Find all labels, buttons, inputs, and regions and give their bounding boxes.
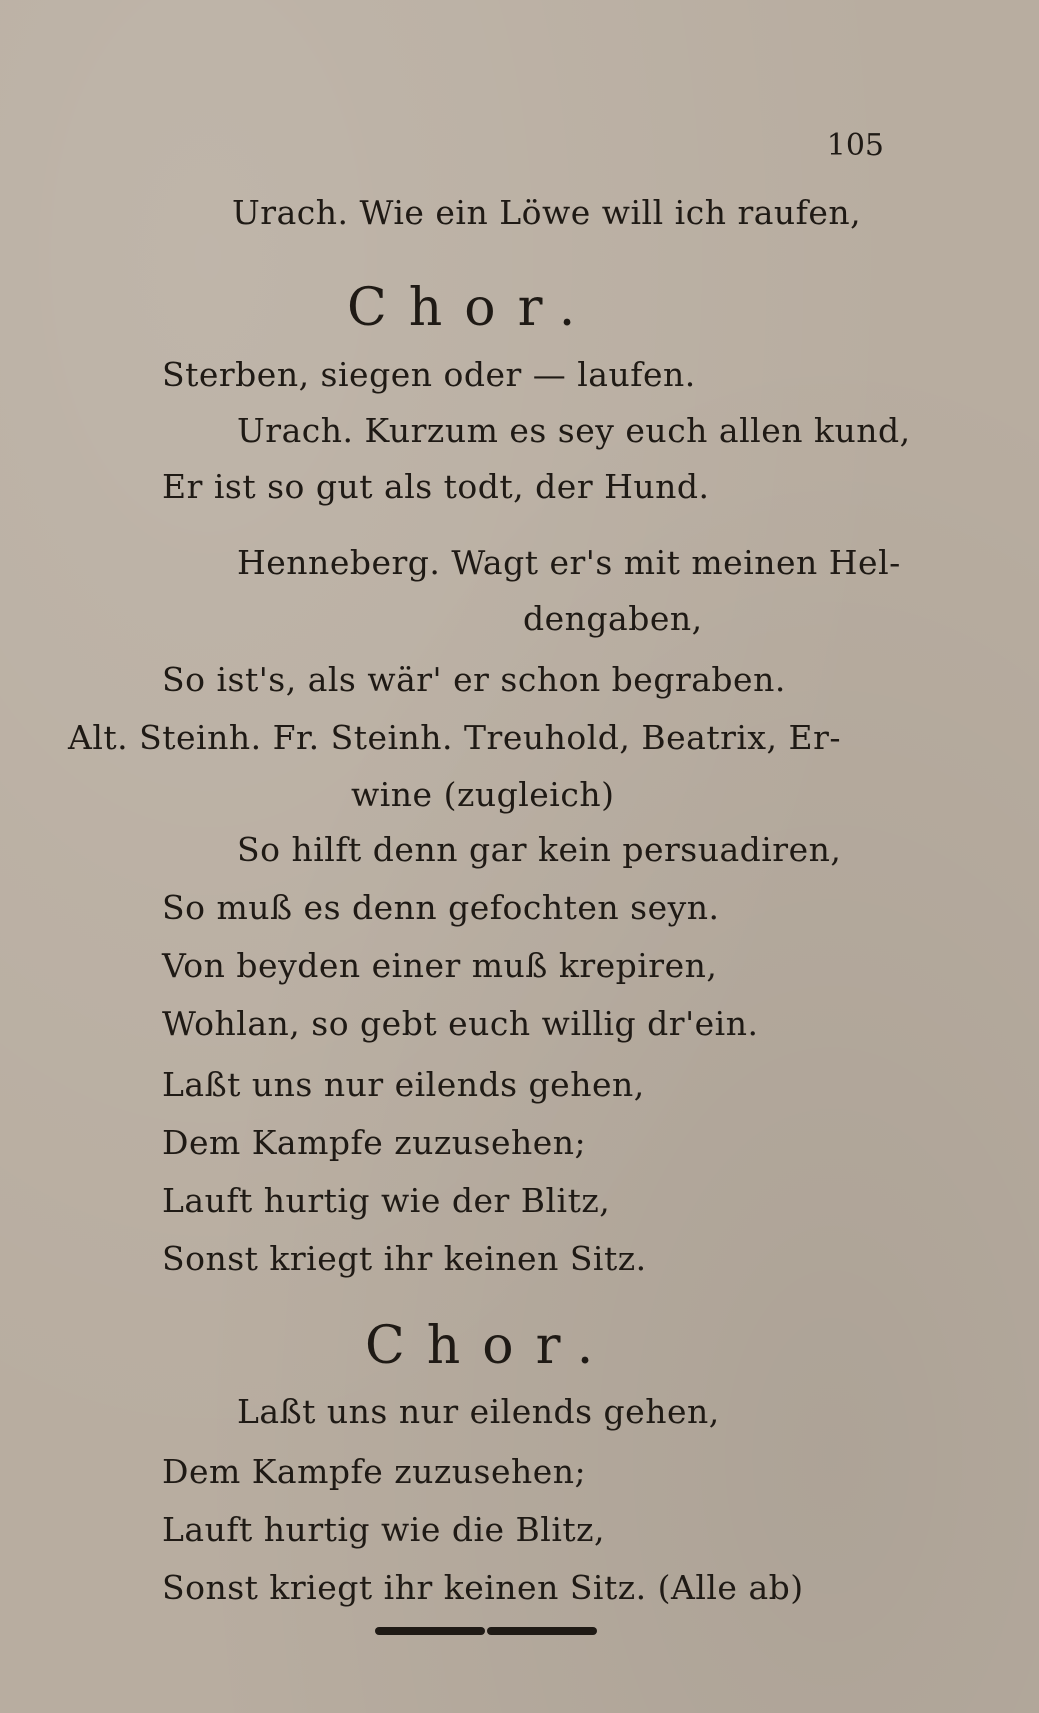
verse-line: So ist's, als wär' er schon begraben. [162, 660, 786, 699]
verse-line: Laßt uns nur eilends gehen, [237, 1392, 720, 1431]
end-rule [375, 1627, 597, 1635]
chorus-heading: Chor. [365, 1316, 616, 1376]
chorus-heading: Chor. [347, 278, 598, 338]
verse-line: Sonst kriegt ihr keinen Sitz. (Alle ab) [162, 1568, 804, 1607]
verse-line: Dem Kampfe zuzusehen; [162, 1123, 587, 1162]
verse-line: wine (zugleich) [351, 775, 615, 814]
verse-line: Wohlan, so gebt euch willig dr'ein. [162, 1004, 759, 1043]
verse-line: Lauft hurtig wie die Blitz, [162, 1510, 606, 1549]
verse-line: Urach. Kurzum es sey euch allen kund, [237, 411, 911, 450]
verse-line: Laßt uns nur eilends gehen, [162, 1065, 645, 1104]
verse-line: Er ist so gut als todt, der Hund. [162, 467, 710, 506]
verse-line: dengaben, [523, 599, 703, 638]
verse-line: Sonst kriegt ihr keinen Sitz. [162, 1239, 647, 1278]
verse-line: Lauft hurtig wie der Blitz, [162, 1181, 611, 1220]
verse-line: Sterben, siegen oder — laufen. [162, 355, 696, 394]
verse-line: Henneberg. Wagt er's mit meinen Hel- [237, 543, 901, 582]
verse-line: Urach. Wie ein Löwe will ich raufen, [232, 193, 862, 232]
verse-line: So muß es denn gefochten seyn. [162, 888, 720, 927]
verse-line: So hilft denn gar kein persuadiren, [237, 830, 842, 869]
page-number: 105 [826, 128, 884, 163]
verse-line: Dem Kampfe zuzusehen; [162, 1452, 587, 1491]
verse-line: Von beyden einer muß krepiren, [162, 946, 718, 985]
verse-line: Alt. Steinh. Fr. Steinh. Treuhold, Beatrix, Er- [68, 718, 842, 757]
